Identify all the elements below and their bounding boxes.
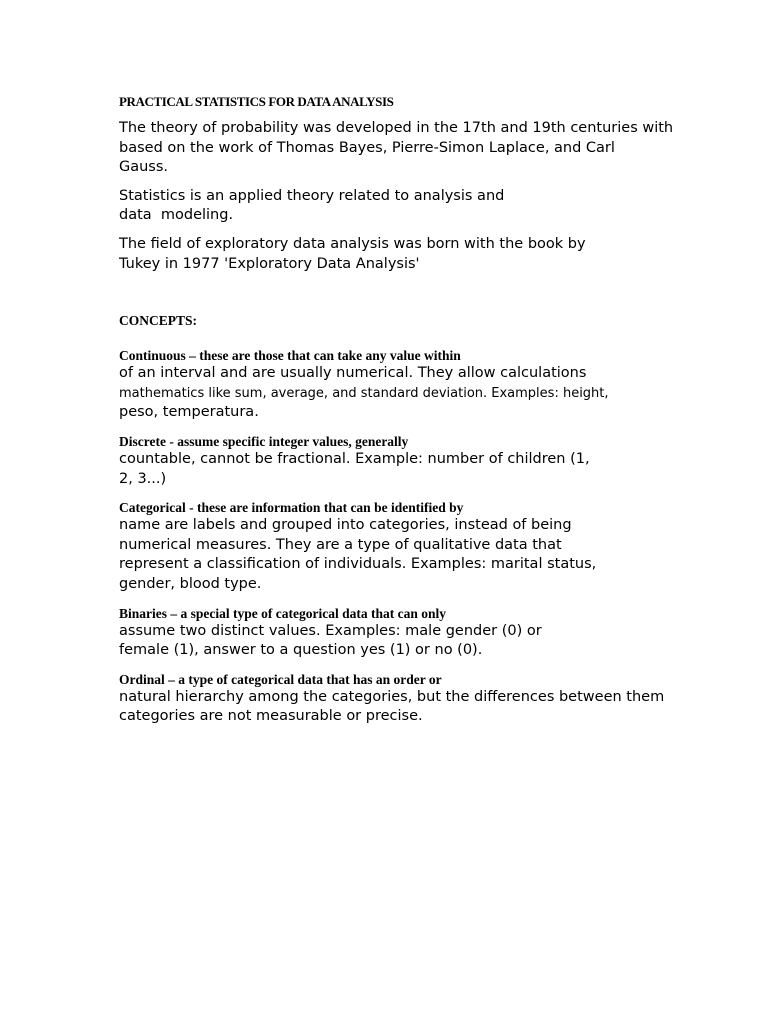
concept-body xyxy=(119,688,699,727)
paragraph-line: Tukey in 1977 'Exploratory Data Analysis' xyxy=(119,255,420,272)
document-page xyxy=(119,94,699,737)
concept-line: 2, 3...) xyxy=(119,470,167,487)
concept-line: numerical measures. They are a type of qualitative data that xyxy=(119,536,562,553)
intro-paragraph-3 xyxy=(119,235,699,274)
concept-discrete xyxy=(119,433,699,489)
concept-body xyxy=(119,450,699,489)
concept-body xyxy=(119,364,699,423)
concept-body xyxy=(119,516,699,594)
intro-paragraph-2 xyxy=(119,187,699,226)
concept-heading: Discrete - assume specific integer values, generally xyxy=(119,433,409,449)
concept-line: mathematics like sum, average, and standard deviation. Examples: height, xyxy=(119,385,609,401)
concept-heading: Binaries – a special type of categorical data that can only xyxy=(119,605,446,621)
concept-ordinal xyxy=(119,671,699,727)
paragraph-line: data modeling. xyxy=(119,207,234,224)
concept-line: countable, cannot be fractional. Example: number of children (1, xyxy=(119,450,590,467)
paragraph-line: The field of exploratory data analysis was born with the book by xyxy=(119,235,586,252)
concept-line: female (1), answer to a question yes (1) or no (0). xyxy=(119,642,483,659)
concept-line: assume two distinct values. Examples: male gender (0) or xyxy=(119,622,542,639)
concept-line: gender, blood type. xyxy=(119,575,262,592)
concept-continuous xyxy=(119,347,699,423)
paragraph-line: based on the work of Thomas Bayes, Pierre-Simon Laplace, and Carl xyxy=(119,139,615,156)
concept-line: represent a classification of individuals. Examples: marital status, xyxy=(119,556,597,573)
paragraph-line: Statistics is an applied theory related to analysis and xyxy=(119,187,505,204)
intro-paragraph-1 xyxy=(119,119,699,178)
concept-heading: Ordinal – a type of categorical data that has an order or xyxy=(119,671,442,687)
concept-line: name are labels and grouped into categories, instead of being xyxy=(119,517,572,534)
concept-body xyxy=(119,622,699,661)
section-spacer xyxy=(119,283,699,313)
concept-heading: Continuous – these are those that can take any value within xyxy=(119,348,461,364)
concept-line: peso, temperatura. xyxy=(119,404,259,421)
concept-line: categories are not measurable or precise. xyxy=(119,708,423,725)
concept-line: of an interval and are usually numerical. They allow calculations xyxy=(119,365,587,382)
document-title: PRACTICAL STATISTICS FOR DATA ANALYSIS xyxy=(119,94,394,109)
concept-line: natural hierarchy among the categories, but the differences between them xyxy=(119,688,665,705)
concept-binaries xyxy=(119,605,699,661)
concept-heading: Categorical - these are information that can be identified by xyxy=(119,500,464,516)
concept-categorical xyxy=(119,499,699,594)
paragraph-line: The theory of probability was developed in the 17th and 19th centuries with xyxy=(119,120,674,136)
concepts-heading: CONCEPTS: xyxy=(119,313,198,329)
paragraph-line: Gauss. xyxy=(119,159,169,176)
